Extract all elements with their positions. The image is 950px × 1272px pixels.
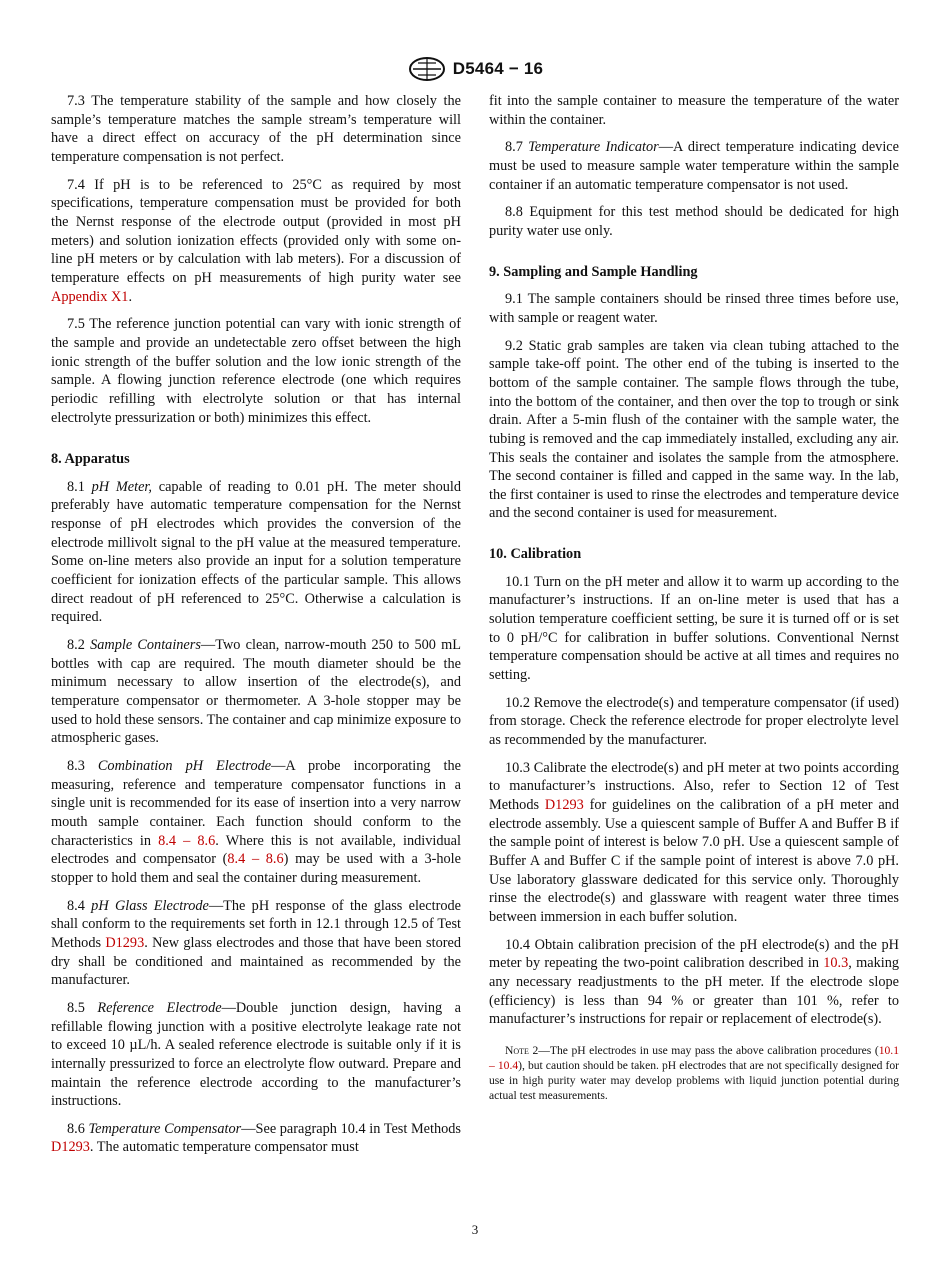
- section-9-heading: 9. Sampling and Sample Handling: [489, 263, 698, 280]
- p8-5-term: Reference Electrode: [97, 999, 222, 1016]
- p8-3-num: 8.3: [67, 758, 98, 774]
- p8-3-text-b: . Where this is not available, individual electrodes and compensator (: [51, 832, 462, 868]
- ref-10-3-link[interactable]: 10.3: [823, 955, 849, 972]
- note-text-b: ), but caution should be taken. pH electrodes that are not specifically designed for use in high purity water may develop problems with liquid junction potential during actual test measurements.: [489, 1058, 899, 1102]
- section-10-heading: 10. Calibration: [489, 546, 582, 563]
- paragraph-8-4: [51, 897, 461, 990]
- paragraph-8-5: [51, 999, 461, 1111]
- paragraph-8-7: [489, 138, 899, 194]
- page-number: 3: [471, 1222, 479, 1237]
- paragraph-8-1: [51, 478, 461, 627]
- astm-logo-icon: [407, 56, 447, 82]
- p8-4-num: 8.4: [67, 897, 92, 914]
- p8-6-text-a: —See paragraph 10.4 in Test Methods: [241, 1120, 461, 1137]
- p8-1-num: 8.1: [67, 478, 92, 495]
- p8-6-num: 8.6: [67, 1120, 89, 1137]
- paragraph-10-2: 10.2 Remove the electrode(s) and temperature compensator (if used) from storage. Check the reference electrode for proper electrolyte level as recommended by the manufacturer.: [489, 694, 899, 749]
- note-text-a: —The pH electrodes in use may pass the above calibration procedures (: [538, 1043, 879, 1057]
- d1293-link-3[interactable]: D1293: [544, 797, 584, 813]
- paragraph-8-8: 8.8 Equipment for this test method should be dedicated for high purity water use only.: [489, 204, 899, 239]
- p7-4-text-b: .: [128, 288, 133, 305]
- p8-6-text-b: . The automatic temperature compensator must: [89, 1139, 359, 1156]
- page-header: [0, 56, 950, 82]
- p10-4-text-a: 10.4 Obtain calibration precision of the pH electrode(s) and the pH meter by repeating the two-point calibration described in: [489, 936, 899, 972]
- p10-3-text-b: for guidelines on the calibration of a pH meter and electrode assembly. Use a quiescent sample of Buffer A and Buffer B if the sample point of interest is below 7.0 pH. Use a quiescent sample of Buffer A and Buffer C if the sample point of interest is above 7.0 pH. Use laboratory glassware dedicated for this service only. Thoroughly rinse the electrode(s) and glassware with reagent water three times between immersion in each buffer solution.: [489, 797, 899, 925]
- paragraph-8-3: [51, 757, 461, 888]
- p8-7-num: 8.7: [505, 139, 529, 156]
- paragraph-8-6: [51, 1120, 461, 1157]
- p8-6-term: Temperature Compensator: [88, 1120, 242, 1137]
- p8-5-text: —Double junction design, having a refillable flowing junction with a positive electrolyte leakage rate not to exceed 10 µL/h. A sealed reference electrode is suitable only if it is internally pressurized to force an electrolyte flow outward. Prepare and maintain the reference electrode according to the manufacturer’s instructions.: [51, 999, 461, 1110]
- appendix-x1-link[interactable]: Appendix X1: [51, 288, 129, 305]
- paragraph-10-3: [489, 759, 899, 927]
- paragraph-8-6-continued: fit into the sample container to measure the temperature of the water within the container.: [489, 93, 899, 128]
- p8-4-text-a: —The pH response of the glass electrode shall conform to the requirements set forth in 12.1 through 12.5 of Test Methods: [51, 897, 461, 951]
- left-column: [51, 92, 461, 1166]
- p8-2-text: —Two clean, narrow-mouth 250 to 500 mL bottles with cap are required. The mouth diameter should be the minimum necessary to allow insertion of the electrode(s), and temperature compensator or thermometer. A 3-hole stopper may be used to hold these sensors. The container and cap minimize exposure to atmospheric gases.: [51, 637, 461, 747]
- paragraph-10-1: 10.1 Turn on the pH meter and allow it to warm up according to the manufacturer’s instructions. If an on-line meter is used that has a solution temperature coefficient setting, be sure it is turned off or is set to 0 pH/°C for calibration in buffer solutions. Conventional Nernst temperature compensation should be active at all times and requires no setting.: [489, 573, 899, 684]
- document-id: D5464 − 16: [452, 59, 544, 78]
- p8-4-term: pH Glass Electrode: [91, 897, 209, 914]
- p8-3-text-c: ) may be used with a 3-hole stopper to hold them and seal the container during measurement.: [51, 851, 462, 886]
- paragraph-10-4: [489, 936, 899, 1029]
- note-label: Note 2: [505, 1043, 539, 1057]
- note-2: [489, 1043, 899, 1103]
- p8-7-text: —A direct temperature indicating device must be used to measure sample water temperature within the sample container if an automatic temperature compensator is not used.: [489, 139, 899, 193]
- p8-5-num: 8.5: [67, 999, 98, 1016]
- d1293-link-2[interactable]: D1293: [51, 1139, 90, 1156]
- ref-8-4-8-6-link[interactable]: 8.4 – 8.6: [158, 832, 216, 849]
- p8-2-num: 8.2: [67, 637, 91, 654]
- paragraph-7-5: 7.5 The reference junction potential can vary with ionic strength of the sample and provide an undetectable zero offset between the high ionic strength of the buffer solution and the low ionic strength of the sample. A flowing junction reference electrode (one which requires periodic refilling with electrolyte solution or that has internal electrolyte pressurization or both) minimizes this effect.: [51, 316, 461, 426]
- paragraph-7-3: 7.3 The temperature stability of the sample and how closely the sample’s temperature matches the sample stream’s temperature will have a direct effect on accuracy of the pH determination since temperature compensation is not perfect.: [51, 93, 461, 165]
- p10-3-text-a: 10.3 Calibrate the electrode(s) and pH meter at two points according to manufacturer’s instructions. Also, refer to Section 12 of Test Methods: [489, 759, 899, 813]
- p7-4-text-a: 7.4 If pH is to be referenced to 25°C as required by most specifications, temperature compensation must be provided for both the Nernst response of the electrode output (provided in most pH meters) and solution ionization effects (provided only with some on-line pH meters or by calculation with lab meters). For a discussion of temperature effects on pH measurements of high purity water see: [51, 176, 461, 286]
- p8-7-term: Temperature Indicator: [528, 139, 659, 156]
- paragraph-9-2: 9.2 Static grab samples are taken via clean tubing attached to the sample take-off point. The other end of the tubing is inserted to the bottom of the sample container. The sample flows through the tube, into the bottom of the container, and then over the top to trough or sink drain. After a 5-min flush of the container with the sample water, the tubing is removed and the cap immediately installed, excluding any air. This seals the container and isolates the sample from the atmosphere. The second container is filled and capped in the same way. In the lab, the first container is used to rinse the electrodes and temperature device and the second container is used for measurement.: [489, 337, 899, 522]
- ref-8-4-8-6-link-2[interactable]: 8.4 – 8.6: [227, 851, 284, 868]
- p8-2-term: Sample Containers: [90, 637, 201, 654]
- paragraph-8-2: [51, 636, 461, 748]
- ref-10-1-10-4-link[interactable]: 10.1 – 10.4: [489, 1043, 899, 1072]
- p8-4-text-b: . New glass electrodes and those that have been stored dry shall be conditioned and maintained as recommended by the manufacturer.: [51, 934, 461, 989]
- p8-3-term: Combination pH Electrode: [97, 758, 272, 774]
- p8-1-text: capable of reading to 0.01 pH. The meter should preferably have automatic temperature compensation for the Nernst response of pH electrodes which provides the conversion of the electrode millivolt signal to the pH value at the measured temperature. Some on-line meters also provide an input for a solution temperature coefficient for ionization effects of the particular sample. This allows direct readout of pH referenced to 25°C. Otherwise a calculation is required.: [51, 478, 461, 626]
- p10-4-text-b: , making any necessary readjustments to the pH meter. If the electrode slope (efficiency) is less than 94 % or greater than 101 %, refer to manufacturer’s instructions for repair or replacement of electrode(s).: [489, 955, 899, 1028]
- paragraph-7-4: [51, 176, 461, 307]
- p8-3-text-a: —A probe incorporating the measuring, reference and temperature compensator functions in a single unit is recommended for its ease of insertion into a very narrow mouth sample container. Each function should conform to the characteristics in: [51, 758, 462, 849]
- right-column: [489, 92, 899, 1112]
- d1293-link[interactable]: D1293: [105, 934, 145, 951]
- section-8-heading: 8. Apparatus: [51, 451, 130, 468]
- p8-1-term: pH Meter,: [91, 478, 152, 495]
- paragraph-9-1: 9.1 The sample containers should be rinsed three times before use, with sample or reagent water.: [489, 291, 899, 326]
